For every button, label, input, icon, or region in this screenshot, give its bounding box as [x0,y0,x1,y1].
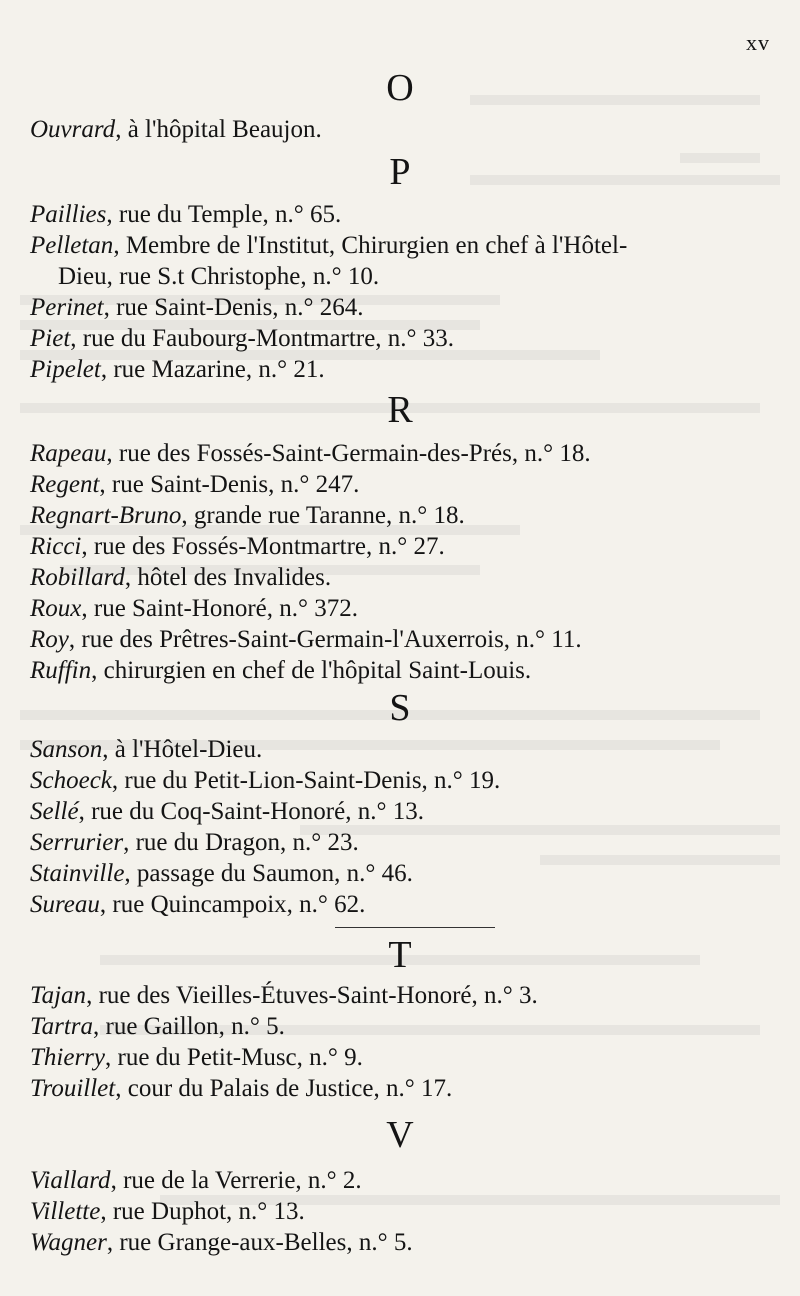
entry-address: , passage du Saumon, n.° 46. [124,860,413,887]
entry-name: Stainville [30,860,125,887]
directory-entry [0,734,800,765]
entry-name: Tartra [30,1013,94,1040]
directory-entry [0,1227,800,1258]
entry-name: Ouvrard [30,116,116,143]
directory-entry [0,1196,800,1227]
entry-name: Tajan [30,982,87,1009]
entry-name: Trouillet [30,1075,116,1102]
directory-entry [0,531,800,562]
entry-name: Paillies [30,201,107,228]
section-r [0,390,800,686]
entry-address: , grande rue Taranne, n.° 18. [181,502,465,529]
directory-entry [0,624,800,655]
directory-entry [0,889,800,920]
entry-name: Viallard [30,1167,111,1194]
entry-address: , rue Mazarine, n.° 21. [100,356,325,383]
entry-address: , rue Saint-Honoré, n.° 372. [81,595,358,622]
section-letter: R [387,389,413,431]
entry-name: Ricci [30,533,82,560]
directory-entry [0,593,800,624]
entry-name: Schoeck [30,767,112,794]
entry-address: , rue Grange-aux-Belles, n.° 5. [106,1229,413,1256]
directory-entry [0,562,800,593]
section-t [0,935,800,1104]
directory-entry [0,980,800,1011]
entry-address: , rue Gaillon, n.° 5. [93,1013,285,1040]
section-letter: V [386,1114,414,1156]
directory-entry [0,1073,800,1104]
entry-address: , hôtel des Invalides. [124,564,332,591]
entry-name: Pelletan [30,232,114,259]
section-v [0,1115,800,1258]
directory-entry [0,323,800,354]
section-p [0,152,800,385]
entry-address: , rue du Petit-Musc, n.° 9. [105,1044,363,1071]
directory-entry [0,292,800,323]
directory-entry [0,1011,800,1042]
entry-name: Thierry [30,1044,105,1071]
entry-address: , rue Saint-Denis, n.° 247. [99,471,360,498]
entry-address: , rue des Fossés-Montmartre, n.° 27. [81,533,445,560]
directory-entry [0,469,800,500]
entry-name: Regent [30,471,100,498]
entry-address: , rue des Prêtres-Saint-Germain-l'Auxerrois, n.° 11. [68,626,582,653]
directory-entry [0,230,800,261]
directory-entry [0,500,800,531]
page-number: xv [746,30,770,55]
entry-name: Pipelet [30,356,101,383]
entry-name: Sellé [30,798,79,825]
entry-address: , rue Saint-Denis, n.° 264. [103,294,364,321]
entry-address: , Membre de l'Institut, Chirurgien en chef à l'Hôtel- [113,232,628,259]
entry-address: , rue du Coq-Saint-Honoré, n.° 13. [78,798,424,825]
entry-address: , chirurgien en chef de l'hôpital Saint-Louis. [91,657,532,684]
entry-address: , cour du Palais de Justice, n.° 17. [115,1075,453,1102]
entry-continuation: Dieu, rue S.t Christophe, n.° 10. [58,263,380,290]
entry-address: , rue du Petit-Lion-Saint-Denis, n.° 19. [111,767,501,794]
entry-address: , rue Quincampoix, n.° 62. [99,891,366,918]
entry-address: , rue Duphot, n.° 13. [100,1198,305,1225]
entry-address: , rue du Temple, n.° 65. [106,201,342,228]
section-letter: O [386,67,414,109]
entry-address: , rue des Vieilles-Étuves-Saint-Honoré, n.° 3. [86,982,538,1009]
entry-name: Serrurier [30,829,124,856]
section-divider [335,927,495,928]
entry-name: Ruffin [30,657,92,684]
entry-name: Piet [30,325,71,352]
entry-address: , rue du Dragon, n.° 23. [123,829,359,856]
directory-entry [0,354,800,385]
directory-entry [0,796,800,827]
section-letter: S [389,687,411,729]
entry-address: , rue des Fossés-Saint-Germain-des-Prés, n.° 18. [106,440,591,467]
directory-entry [0,199,800,230]
directory-entry [0,827,800,858]
directory-entry [0,114,800,145]
entry-name: Roy [30,626,69,653]
entry-name: Sureau [30,891,100,918]
entry-address: , à l'Hôtel-Dieu. [102,736,263,763]
entry-name: Roux [30,595,82,622]
entry-name: Regnart-Bruno [30,502,182,529]
section-letter: T [388,934,412,976]
directory-entry [0,1042,800,1073]
directory-entry [0,858,800,889]
entry-name: Sanson [30,736,103,763]
entry-name: Villette [30,1198,101,1225]
entry-address: , rue du Faubourg-Montmartre, n.° 33. [70,325,455,352]
entry-name: Robillard [30,564,125,591]
entry-name: Perinet [30,294,104,321]
entry-address: , à l'hôpital Beaujon. [115,116,322,143]
directory-entry [0,655,800,686]
entry-name: Rapeau [30,440,107,467]
section-letter: P [389,151,411,193]
directory-entry [0,1165,800,1196]
directory-entry [0,438,800,469]
entry-address: , rue de la Verrerie, n.° 2. [110,1167,362,1194]
section-o [0,68,800,145]
directory-entry [0,765,800,796]
entry-name: Wagner [30,1229,107,1256]
section-s [0,688,800,920]
